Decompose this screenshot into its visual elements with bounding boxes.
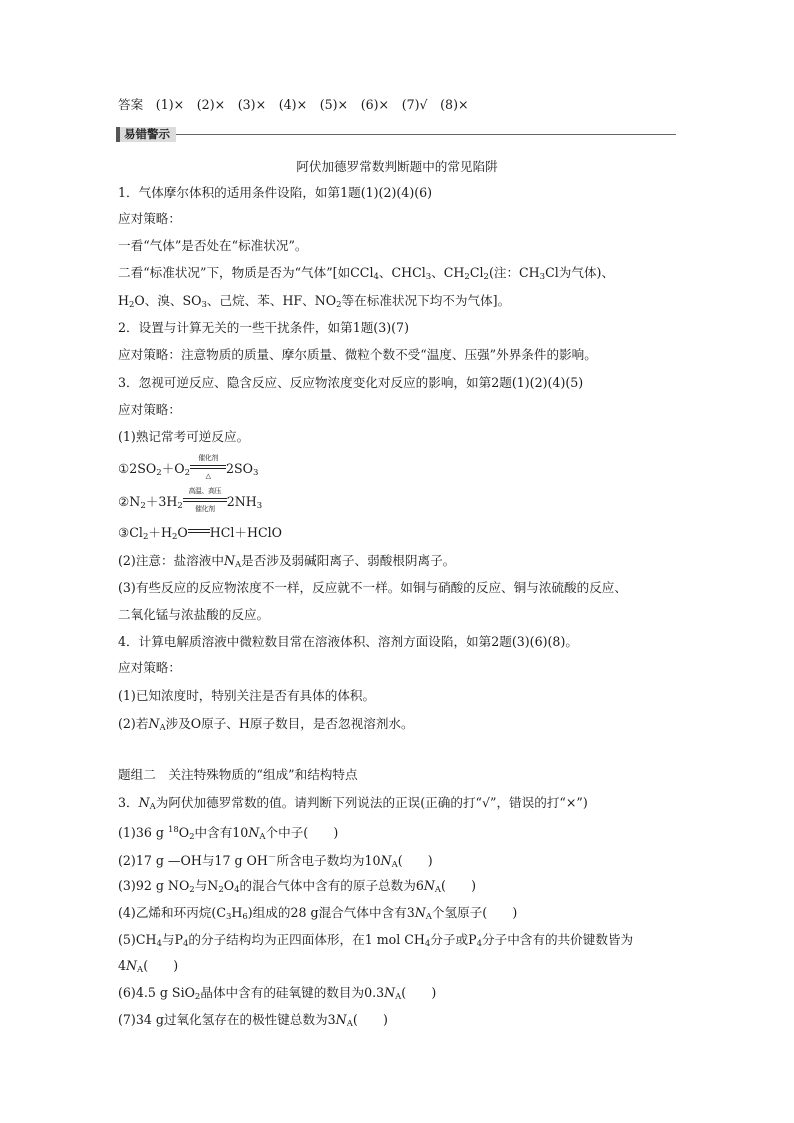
question-group-title: 题组二 关注特殊物质的“组成”和结构特点 <box>118 767 358 782</box>
trap3-line-2: (2)注意：盐溶液中$N_A$是否涉及弱碱阳离子、弱酸根阴离子。 <box>118 553 456 570</box>
question-item-5: $(5)CH_4$与$P_4$的分子结构均为正四面体形，在1 mol $CH_4$分子或$P_4$分子中含有的共价键数皆为 <box>118 932 634 949</box>
reversible-arrow-icon: 催化剂 △ <box>190 461 226 475</box>
reversible-arrow-icon <box>188 525 210 539</box>
strategy-label-1: 应对策略： <box>118 211 181 226</box>
trap2-heading: 2．设置与计算无关的一些干扰条件，如第1题(3)(7) <box>118 320 409 335</box>
section-title: 阿伏加德罗常数判断题中的常见陷阱 <box>296 159 498 174</box>
question-item-7: (7)34 g过氧化氢存在的极性键总数为$3N_A$( ) <box>118 1012 388 1029</box>
question-item-3: (3)92 g $NO_2$与$N_2O_4$的混合气体中含有的原子总数为$6N_A$( ) <box>118 878 477 895</box>
question-item-5-cont: $4N_A$( ) <box>118 958 179 975</box>
trap4-line-1: (1)已知浓度时，特别关注是否有具体的体积。 <box>118 688 376 703</box>
trap4-line-2: (2)若$N_A$涉及O原子、H原子数目，是否忽视溶剂水。 <box>118 716 414 733</box>
trap3-line-4: 二氧化锰与浓盐酸的反应。 <box>118 607 270 622</box>
warning-banner-label: 易错警示 <box>116 127 176 142</box>
trap4-heading: 4．计算电解质溶液中微粒数目常在溶液体积、溶剂方面设陷，如第2题(3)(6)(8)。 <box>118 634 578 649</box>
question-3-stem: 3．$N_A$为阿伏加德罗常数的值。请判断下列说法的正误(正确的打“√”，错误的打“×”) <box>118 795 588 812</box>
trap3-line-3: (3)有些反应的反应物浓度不一样，反应就不一样。如铜与硝酸的反应、铜与浓硫酸的反应、 <box>118 580 627 595</box>
trap1-line-2: 二看“标准状况”下，物质是否为“气体”[如CCl$_4$、CHCl$_3$、$CH_2Cl_2$(注：$CH_3Cl$为气体)、 <box>118 265 615 282</box>
trap3-line-1: (1)熟记常考可逆反应。 <box>118 429 250 444</box>
question-item-2: (2)17 g —OH与17 g OH－所含电子数均为$10N_A$( ) <box>118 853 433 870</box>
trap1-heading: 1．气体摩尔体积的适用条件设陷，如第1题(1)(2)(4)(6) <box>118 185 433 200</box>
question-item-4: (4)乙烯和环丙烷$(C_3H_6)$组成的28 g混合气体中含有$3N_A$个氢原子( ) <box>118 905 518 922</box>
question-item-1: (1)36 g $^{18}O_2$中含有$10N_A$个中子( ) <box>118 825 339 842</box>
warning-banner <box>116 127 676 143</box>
trap1-line-3: $H_2O$、溴、$SO_3$、己烷、苯、HF、$NO_2$等在标准状况下均不为气体]。 <box>118 293 511 310</box>
equation-3: $③Cl_2+H_2O$ HCl＋HClO <box>118 525 282 542</box>
reversible-arrow-icon: 高温、高压 催化剂 <box>183 494 227 508</box>
equation-1: $①2SO_2+O_2$ 催化剂 △ $2SO_3$ <box>118 454 259 480</box>
strategy-label-3: 应对策略： <box>118 402 181 417</box>
answer-line: 答案 (1)× (2)× (3)× (4)× (5)× (6)× (7)√ (8)× <box>118 97 469 112</box>
trap3-heading: 3．忽视可逆反应、隐含反应、反应物浓度变化对反应的影响，如第2题(1)(2)(4)(5) <box>118 375 584 390</box>
trap1-line-1: 一看“气体”是否处在“标准状况”。 <box>118 238 308 253</box>
equation-2: $②N_2+3H_2$ 高温、高压 催化剂 $2NH_3$ <box>118 487 263 513</box>
trap2-line-1: 应对策略：注意物质的质量、摩尔质量、微粒个数不受“温度、压强”外界条件的影响。 <box>118 347 597 362</box>
strategy-label-4: 应对策略： <box>118 660 181 675</box>
question-item-6: (6)4.5 g SiO$_2$晶体中含有的硅氧键的数目为$0.3N_A$( ) <box>118 985 437 1002</box>
banner-divider <box>176 134 676 135</box>
